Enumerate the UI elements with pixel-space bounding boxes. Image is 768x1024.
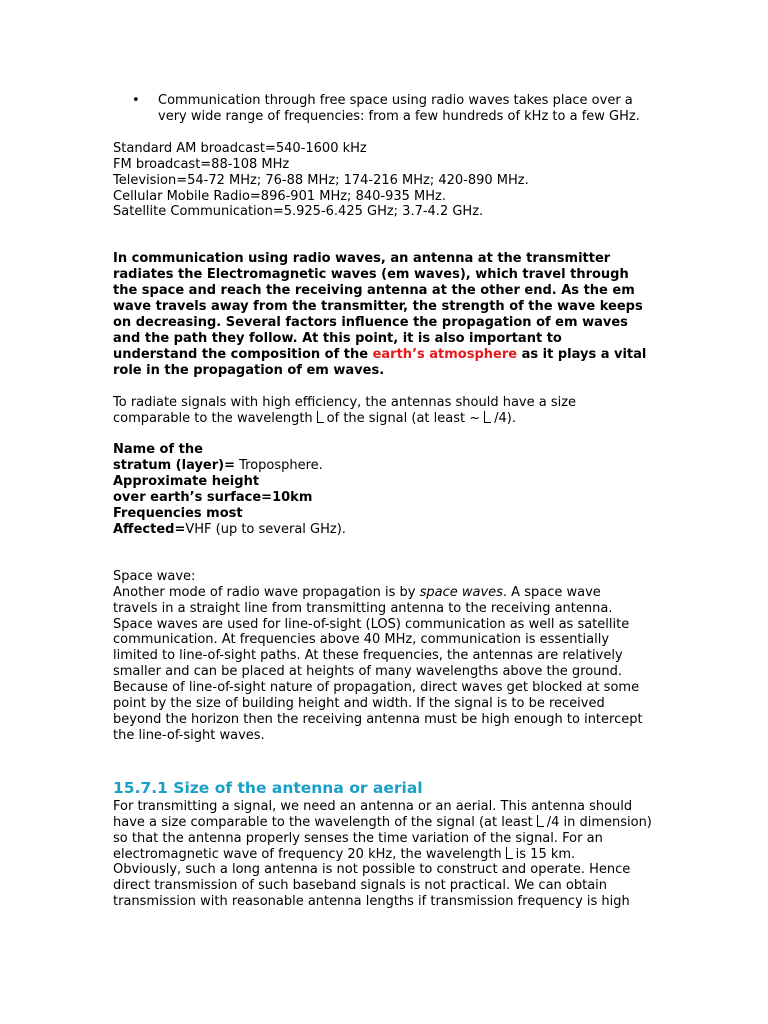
paragraph-line: In communication using radio waves, an antenna at the transmitter	[113, 251, 611, 267]
paragraph-line: smaller and can be placed at heights of many wavelengths above the ground.	[113, 664, 623, 680]
stratum-label: stratum (layer)=	[113, 458, 235, 474]
paragraph-line: point by the size of building height and width. If the signal is to be received	[113, 696, 605, 712]
paragraph-text: comparable to the wavelength	[113, 410, 313, 426]
paragraph-text: have a size comparable to the wavelength of the signal (at least	[113, 814, 533, 830]
frequency-list	[113, 141, 673, 221]
paragraph-text: /4).	[494, 410, 516, 426]
antenna-size-section	[113, 778, 673, 910]
stratum-label: over earth’s surface=10km	[113, 490, 313, 506]
bullet-icon: •	[132, 93, 140, 108]
paragraph-line: communication. At frequencies above 40 MHz, communication is essentially	[113, 632, 610, 648]
paragraph-line: on decreasing. Several factors influence the propagation of em waves	[113, 314, 628, 330]
paragraph-line: role in the propagation of em waves.	[113, 362, 385, 378]
paragraph-line	[113, 815, 673, 831]
paragraph-text: /4 in dimension)	[546, 814, 652, 830]
paragraph-line: To radiate signals with high efficiency, the antennas should have a size	[113, 394, 577, 410]
frequency-line: Standard AM broadcast=540-1600 kHz	[113, 140, 367, 156]
paragraph-line	[113, 347, 673, 363]
paragraph-text: understand the composition of the	[113, 346, 373, 362]
lambda-symbol-icon	[484, 411, 491, 423]
section-heading: 15.7.1 Size of the antenna or aerial	[113, 778, 423, 797]
highlighted-term: earth’s atmosphere	[372, 346, 518, 362]
stratum-value: VHF (up to several GHz).	[185, 521, 346, 537]
paragraph-line: and the path they follow. At this point, it is also important to	[113, 330, 562, 346]
frequency-line: FM broadcast=88-108 MHz	[113, 156, 290, 172]
paragraph-line: so that the antenna properly senses the time variation of the signal. For an	[113, 830, 603, 846]
stratum-label: Frequencies most	[113, 506, 243, 522]
lambda-symbol-icon	[506, 847, 513, 859]
paragraph-line: Obviously, such a long antenna is not possible to construct and operate. Hence	[113, 862, 631, 878]
paragraph-text: Another mode of radio wave propagation is by	[113, 584, 420, 600]
paragraph-line: For transmitting a signal, we need an antenna or an aerial. This antenna should	[113, 798, 633, 814]
paragraph-text: as it plays a vital	[517, 346, 647, 362]
paragraph-line: the space and reach the receiving antenna at the other end. As the em	[113, 283, 635, 299]
italic-term: space waves	[419, 584, 503, 600]
paragraph-line: direct transmission of such baseband signals is not practical. We can obtain	[113, 878, 608, 894]
paragraph-line: Because of line-of-sight nature of propagation, direct waves get blocked at some	[113, 680, 640, 696]
stratum-value: Troposphere.	[234, 458, 323, 474]
paragraph-line: transmission with reasonable antenna lengths if transmission frequency is high	[113, 894, 630, 910]
bullet-line: Communication through free space using radio waves takes place over a	[158, 93, 633, 108]
paragraph-text: of the signal (at least ~	[326, 410, 481, 426]
paragraph-line: Space waves are used for line-of-sight (LOS) communication as well as satellite	[113, 616, 630, 632]
frequency-line: Television=54-72 MHz; 76-88 MHz; 174-216 MHz; 420-890 MHz.	[113, 172, 529, 188]
stratum-label: Name of the	[113, 442, 203, 458]
paragraph-line: radiates the Electromagnetic waves (em waves), which travel through	[113, 267, 629, 283]
stratum-block	[113, 442, 673, 537]
paragraph-line: limited to line-of-sight paths. At these frequencies, the antennas are relatively	[113, 648, 623, 664]
lambda-symbol-icon	[537, 815, 544, 827]
space-wave-paragraph	[113, 569, 673, 744]
document-page	[113, 93, 673, 910]
paragraph-line	[113, 411, 673, 427]
stratum-label: Approximate height	[113, 474, 260, 490]
paragraph-line	[113, 847, 673, 863]
paragraph-line: travels in a straight line from transmitting antenna to the receiving antenna.	[113, 600, 613, 616]
paragraph-text: is 15 km.	[515, 846, 576, 862]
paragraph-line	[113, 585, 673, 601]
stratum-label: Affected=	[113, 521, 186, 537]
paragraph-line: beyond the horizon then the receiving antenna must be high enough to intercept	[113, 712, 643, 727]
paragraph-text: electromagnetic wave of frequency 20 kHz, the wavelength	[113, 846, 502, 862]
lambda-symbol-icon	[317, 411, 324, 423]
bullet-list-item	[113, 93, 673, 125]
bullet-line: very wide range of frequencies: from a few hundreds of kHz to a few GHz.	[158, 108, 640, 124]
frequency-line: Satellite Communication=5.925-6.425 GHz; 3.7-4.2 GHz.	[113, 204, 484, 220]
paragraph-text: . A space wave	[502, 584, 601, 600]
paragraph-line: the line-of-sight waves.	[113, 727, 265, 743]
stratum-line	[113, 522, 673, 538]
stratum-line	[113, 458, 673, 474]
frequency-line: Cellular Mobile Radio=896-901 MHz; 840-935 MHz.	[113, 188, 446, 204]
space-wave-heading: Space wave:	[113, 568, 196, 584]
bold-paragraph	[113, 251, 673, 378]
paragraph-line: wave travels away from the transmitter, the strength of the wave keeps	[113, 299, 643, 315]
radiate-paragraph	[113, 395, 673, 427]
